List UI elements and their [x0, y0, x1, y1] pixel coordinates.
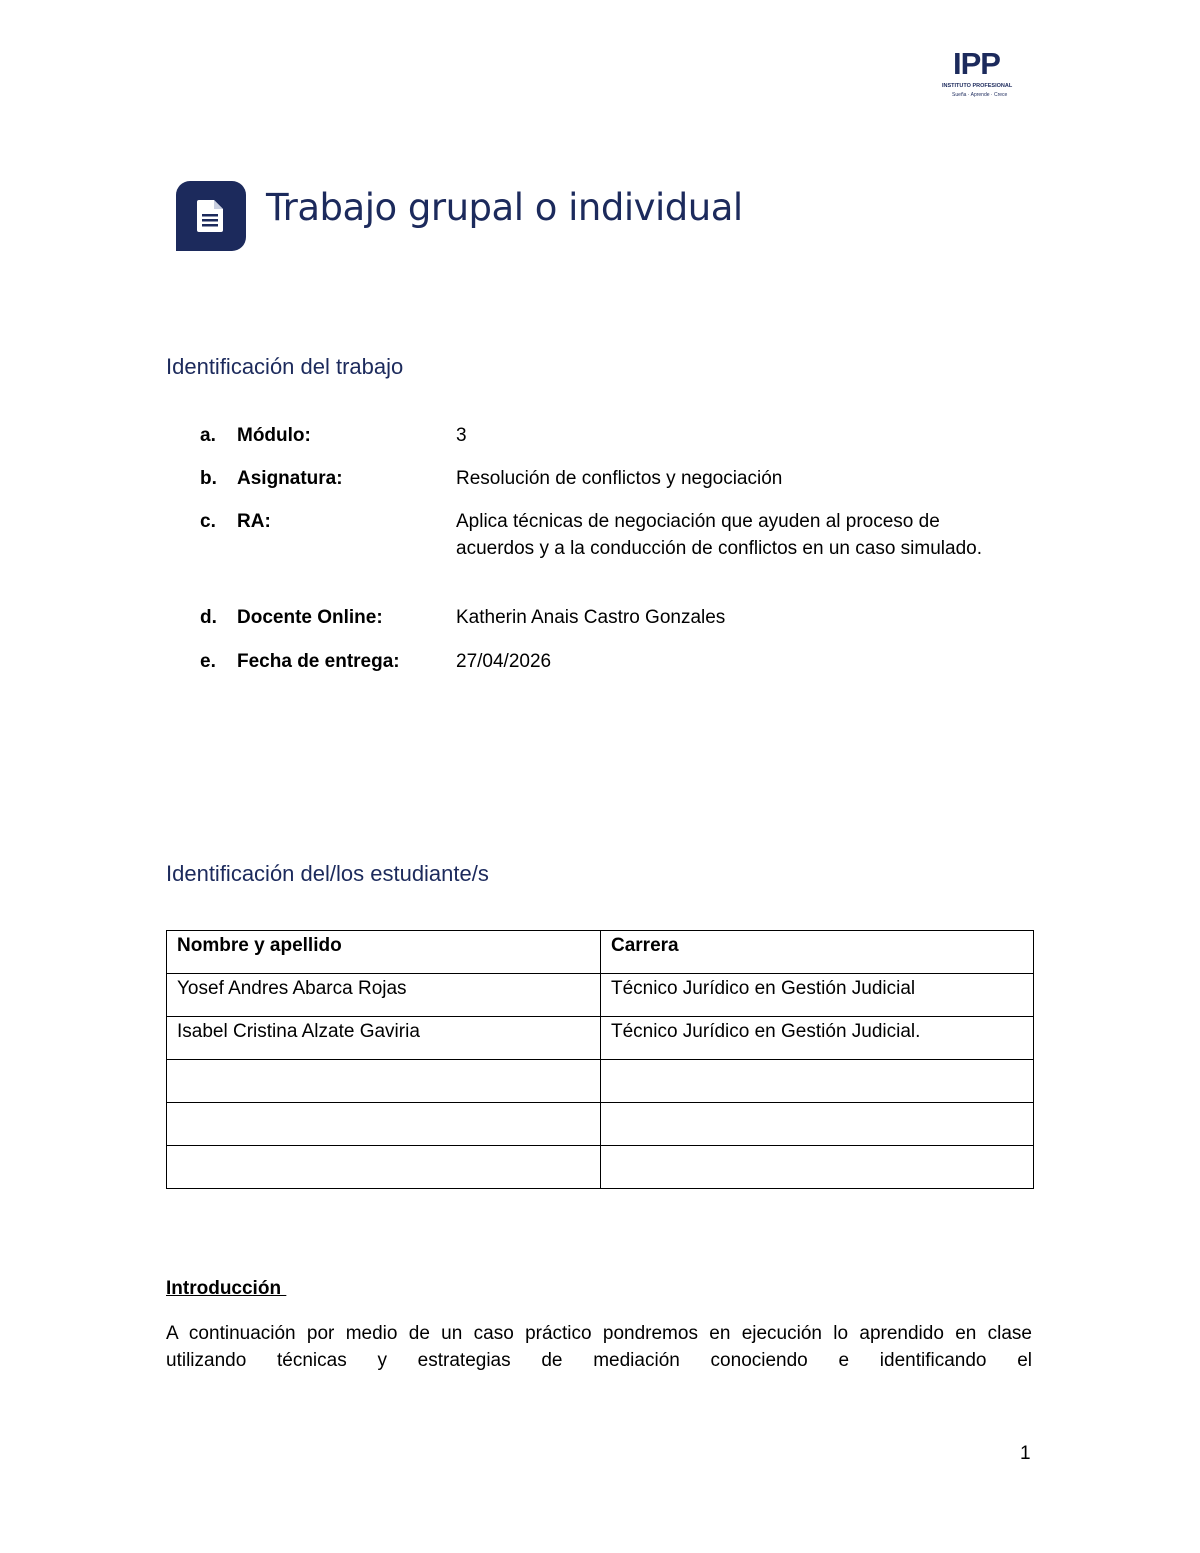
work-identification-heading: Identificación del trabajo — [166, 354, 404, 379]
page-title: Trabajo grupal o individual — [266, 186, 743, 229]
table-row — [167, 1146, 1034, 1189]
item-letter: e. — [200, 651, 216, 672]
item-label: Asignatura: — [237, 468, 343, 489]
item-label: Módulo: — [237, 425, 311, 446]
institution-logo — [940, 46, 1020, 102]
student-career-cell — [601, 1103, 1034, 1146]
item-value: Resolución de conflictos y negociación — [456, 468, 783, 489]
item-letter: d. — [200, 607, 217, 628]
column-header-name: Nombre y apellido — [167, 931, 601, 974]
logo-tagline-institution: INSTITUTO PROFESIONAL — [942, 83, 1013, 89]
logo-text: IPP — [953, 46, 1000, 81]
student-career-cell — [601, 1146, 1034, 1189]
item-value: Aplica técnicas de negociación que ayuden al proceso de acuerdos y a la conducción de conflictos en un caso simulado. — [456, 511, 982, 559]
item-label: Docente Online: — [237, 607, 383, 628]
item-value: Katherin Anais Castro Gonzales — [456, 607, 726, 628]
page-number: 1 — [1020, 1443, 1031, 1464]
column-header-career: Carrera — [601, 931, 1034, 974]
table-row — [167, 974, 1034, 1017]
students-heading: Identificación del/los estudiante/s — [166, 861, 489, 886]
student-name-cell: Isabel Cristina Alzate Gaviria — [167, 1017, 601, 1060]
table-row — [167, 1017, 1034, 1060]
table-header-row — [167, 931, 1034, 974]
student-career-cell: Técnico Jurídico en Gestión Judicial — [601, 974, 1034, 1017]
item-letter: b. — [200, 468, 217, 489]
item-value: 27/04/2026 — [456, 651, 552, 672]
item-value: 3 — [456, 425, 467, 446]
student-name-cell — [167, 1146, 601, 1189]
item-letter: c. — [200, 511, 216, 532]
logo-tagline-motto: Sueña · Aprende · Crece — [952, 92, 1008, 98]
document-glyph-icon — [196, 199, 226, 233]
student-name-cell: Yosef Andres Abarca Rojas — [167, 974, 601, 1017]
introduction-paragraph: A continuación por medio de un caso práctico pondremos en ejecución lo aprendido en clase utilizando técnicas y estrategias de mediación conociendo e identificando el — [166, 1323, 1032, 1371]
student-career-cell: Técnico Jurídico en Gestión Judicial. — [601, 1017, 1034, 1060]
students-table — [166, 930, 1034, 1189]
introduction-heading: Introducción — [166, 1278, 287, 1299]
item-letter: a. — [200, 425, 216, 446]
student-name-cell — [167, 1060, 601, 1103]
student-name-cell — [167, 1103, 601, 1146]
item-label: RA: — [237, 511, 271, 532]
table-row — [167, 1060, 1034, 1103]
table-row — [167, 1103, 1034, 1146]
item-label: Fecha de entrega: — [237, 651, 400, 672]
document-icon — [176, 181, 246, 251]
student-career-cell — [601, 1060, 1034, 1103]
